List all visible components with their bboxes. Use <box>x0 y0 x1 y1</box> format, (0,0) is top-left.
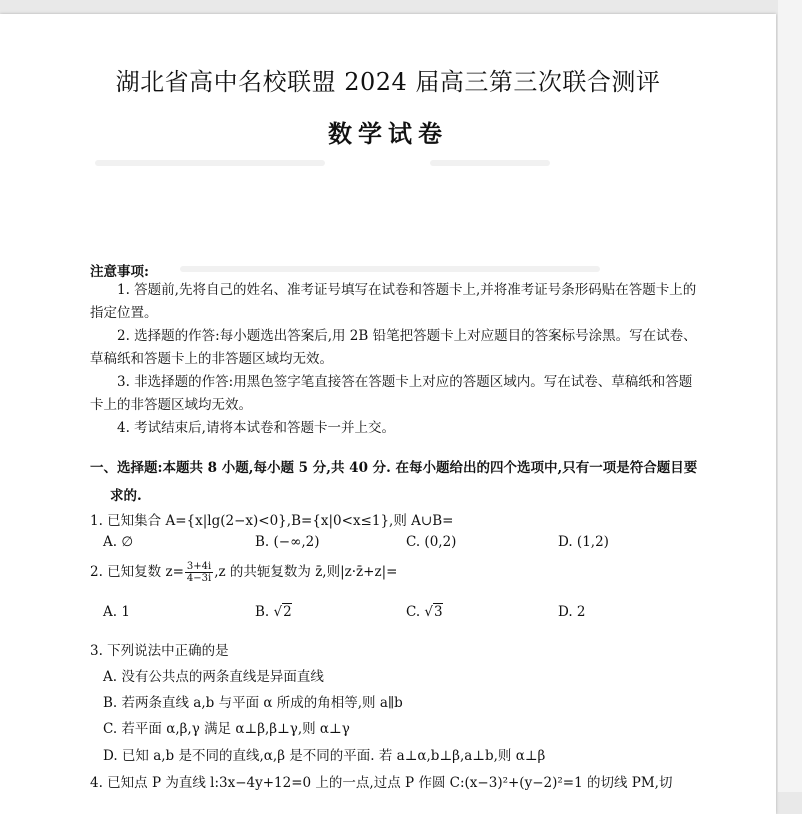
question-1-option-d: D. (1,2) <box>558 534 609 550</box>
question-3-option-b: B. 若两条直线 a,b 与平面 α 所成的角相等,则 a∥b <box>103 695 403 711</box>
fraction-denominator: 4−3i <box>186 573 212 584</box>
notice-item: 指定位置。 <box>90 305 158 321</box>
fraction-numerator: 3+4i <box>186 561 212 572</box>
notice-item: 4. 考试结束后,请将本试卷和答题卡一并上交。 <box>117 420 395 436</box>
scan-noise <box>430 160 550 166</box>
option-c-prefix: C. √ <box>406 604 434 620</box>
question-2-stem <box>90 560 397 584</box>
notice-heading: 注意事项: <box>90 264 149 280</box>
question-2-fraction <box>185 561 213 584</box>
notice-item: 卡上的非答题区域均无效。 <box>90 397 252 413</box>
scan-noise <box>180 266 600 272</box>
question-2-option-a: A. 1 <box>103 604 130 620</box>
question-3-stem: 3. 下列说法中正确的是 <box>90 643 229 659</box>
question-1-option-a: A. ∅ <box>103 534 134 550</box>
question-1-stem: 1. 已知集合 A={x|lg(2−x)<0},B={x|0<x≤1},则 A∪B= <box>90 513 454 529</box>
notice-item: 3. 非选择题的作答:用黑色签字笔直接答在答题卡上对应的答题区域内。写在试卷、草稿纸和答题 <box>117 374 693 390</box>
question-3-option-c: C. 若平面 α,β,γ 满足 α⊥β,β⊥γ,则 α⊥γ <box>103 721 350 737</box>
question-3-option-a: A. 没有公共点的两条直线是异面直线 <box>103 669 324 685</box>
option-c-radicand: 3 <box>434 604 443 620</box>
notice-item: 草稿纸和答题卡上的非答题区域均无效。 <box>90 351 333 367</box>
question-2-option-b <box>255 604 292 620</box>
notice-item: 1. 答题前,先将自己的姓名、准考证号填写在试卷和答题卡上,并将准考证号条形码贴在答题卡上的 <box>117 282 697 298</box>
section-heading: 一、选择题:本题共 8 小题,每小题 5 分,共 40 分. 在每小题给出的四个选项中,只有一项是符合题目要 <box>90 460 698 476</box>
document-page <box>0 14 776 814</box>
question-2-stem-post: ,z 的共轭复数为 z̄,则|z·z̄+z|= <box>214 564 398 580</box>
notice-item: 2. 选择题的作答:每小题选出答案后,用 2B 铅笔把答题卡上对应题目的答案标号涂黑。写在试卷、 <box>117 328 697 344</box>
question-1-option-c: C. (0,2) <box>406 534 457 550</box>
question-1-option-b: B. (−∞,2) <box>255 534 320 550</box>
section-heading-cont: 求的. <box>110 488 142 504</box>
option-b-prefix: B. √ <box>255 604 283 620</box>
scrollbar[interactable] <box>778 0 802 792</box>
scan-noise <box>95 160 325 166</box>
question-2-option-d: D. 2 <box>558 604 586 620</box>
question-2-option-c <box>406 604 443 620</box>
question-3-option-d: D. 已知 a,b 是不同的直线,α,β 是不同的平面. 若 a⊥α,b⊥β,a⊥b,则 α⊥β <box>103 748 546 764</box>
exam-title: 湖北省高中名校联盟 2024 届高三第三次联合测评 <box>115 68 661 96</box>
option-b-radicand: 2 <box>283 604 292 620</box>
question-2-stem-pre: 2. 已知复数 z= <box>90 564 184 580</box>
exam-subtitle: 数学试卷 <box>328 119 448 148</box>
question-4-stem: 4. 已知点 P 为直线 l:3x−4y+12=0 上的一点,过点 P 作圆 C:(x−3)²+(y−2)²=1 的切线 PM,切 <box>90 775 673 791</box>
